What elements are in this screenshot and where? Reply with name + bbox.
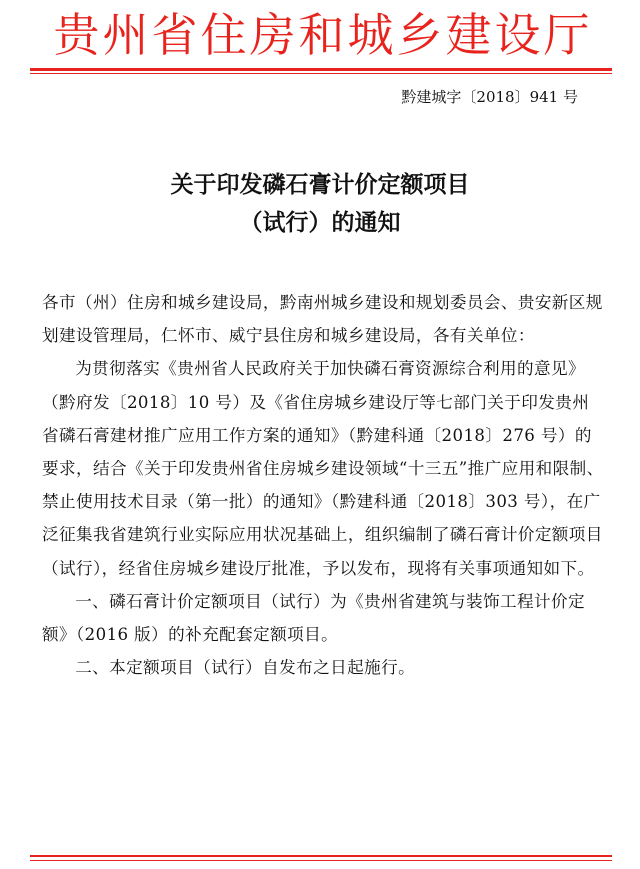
footer-divider-thick <box>30 855 612 857</box>
addressee-paragraph: 各市（州）住房和城乡建设局，黔南州城乡建设和规划委员会、贵安新区规划建设管理局，仁怀市、威宁县住房和城乡建设局，各有关单位： <box>42 293 603 346</box>
footer-divider-thin <box>30 860 612 861</box>
document-number: 黔建城字〔2018〕941 号 <box>401 88 578 106</box>
document-title-line-1: 关于印发磷石膏计价定额项目 <box>170 171 470 198</box>
header-divider-thin <box>30 73 612 74</box>
document-body <box>42 286 604 684</box>
numbered-item-2: 二、本定额项目（试行）自发布之日起施行。 <box>75 658 416 678</box>
issuing-agency-header: 贵州省住房和城乡建设厅 <box>53 8 593 62</box>
document-title <box>0 166 640 242</box>
body-paragraph-1: 为贯彻落实《贵州省人民政府关于加快磷石膏资源综合利用的意见》（黔府发〔2018〕10 号）及《省住房城乡建设厅等七部门关于印发贵州省磷石膏建材推广应用工作方案的通知》（黔建科通〔2018〕276 号）的要求，结合《关于印发贵州省住房城乡建设领域“十三五”推广应用和限制、禁止使用技术目录（第一批）的通知》（黔建科通〔2018〕303 号），在广泛征集我省建筑行业实际应用状况基础上，组织编制了磷石膏计价定额项目（试行），经省住房城乡建设厅批准，予以发布，现将有关事项通知如下。 <box>42 359 604 578</box>
document-title-line-2: （试行）的通知 <box>239 209 401 236</box>
numbered-item-1: 一、磷石膏计价定额项目（试行）为《贵州省建筑与装饰工程计价定额》（2016 版）的补充配套定额项目。 <box>42 591 585 645</box>
header-divider-thick <box>30 68 612 71</box>
